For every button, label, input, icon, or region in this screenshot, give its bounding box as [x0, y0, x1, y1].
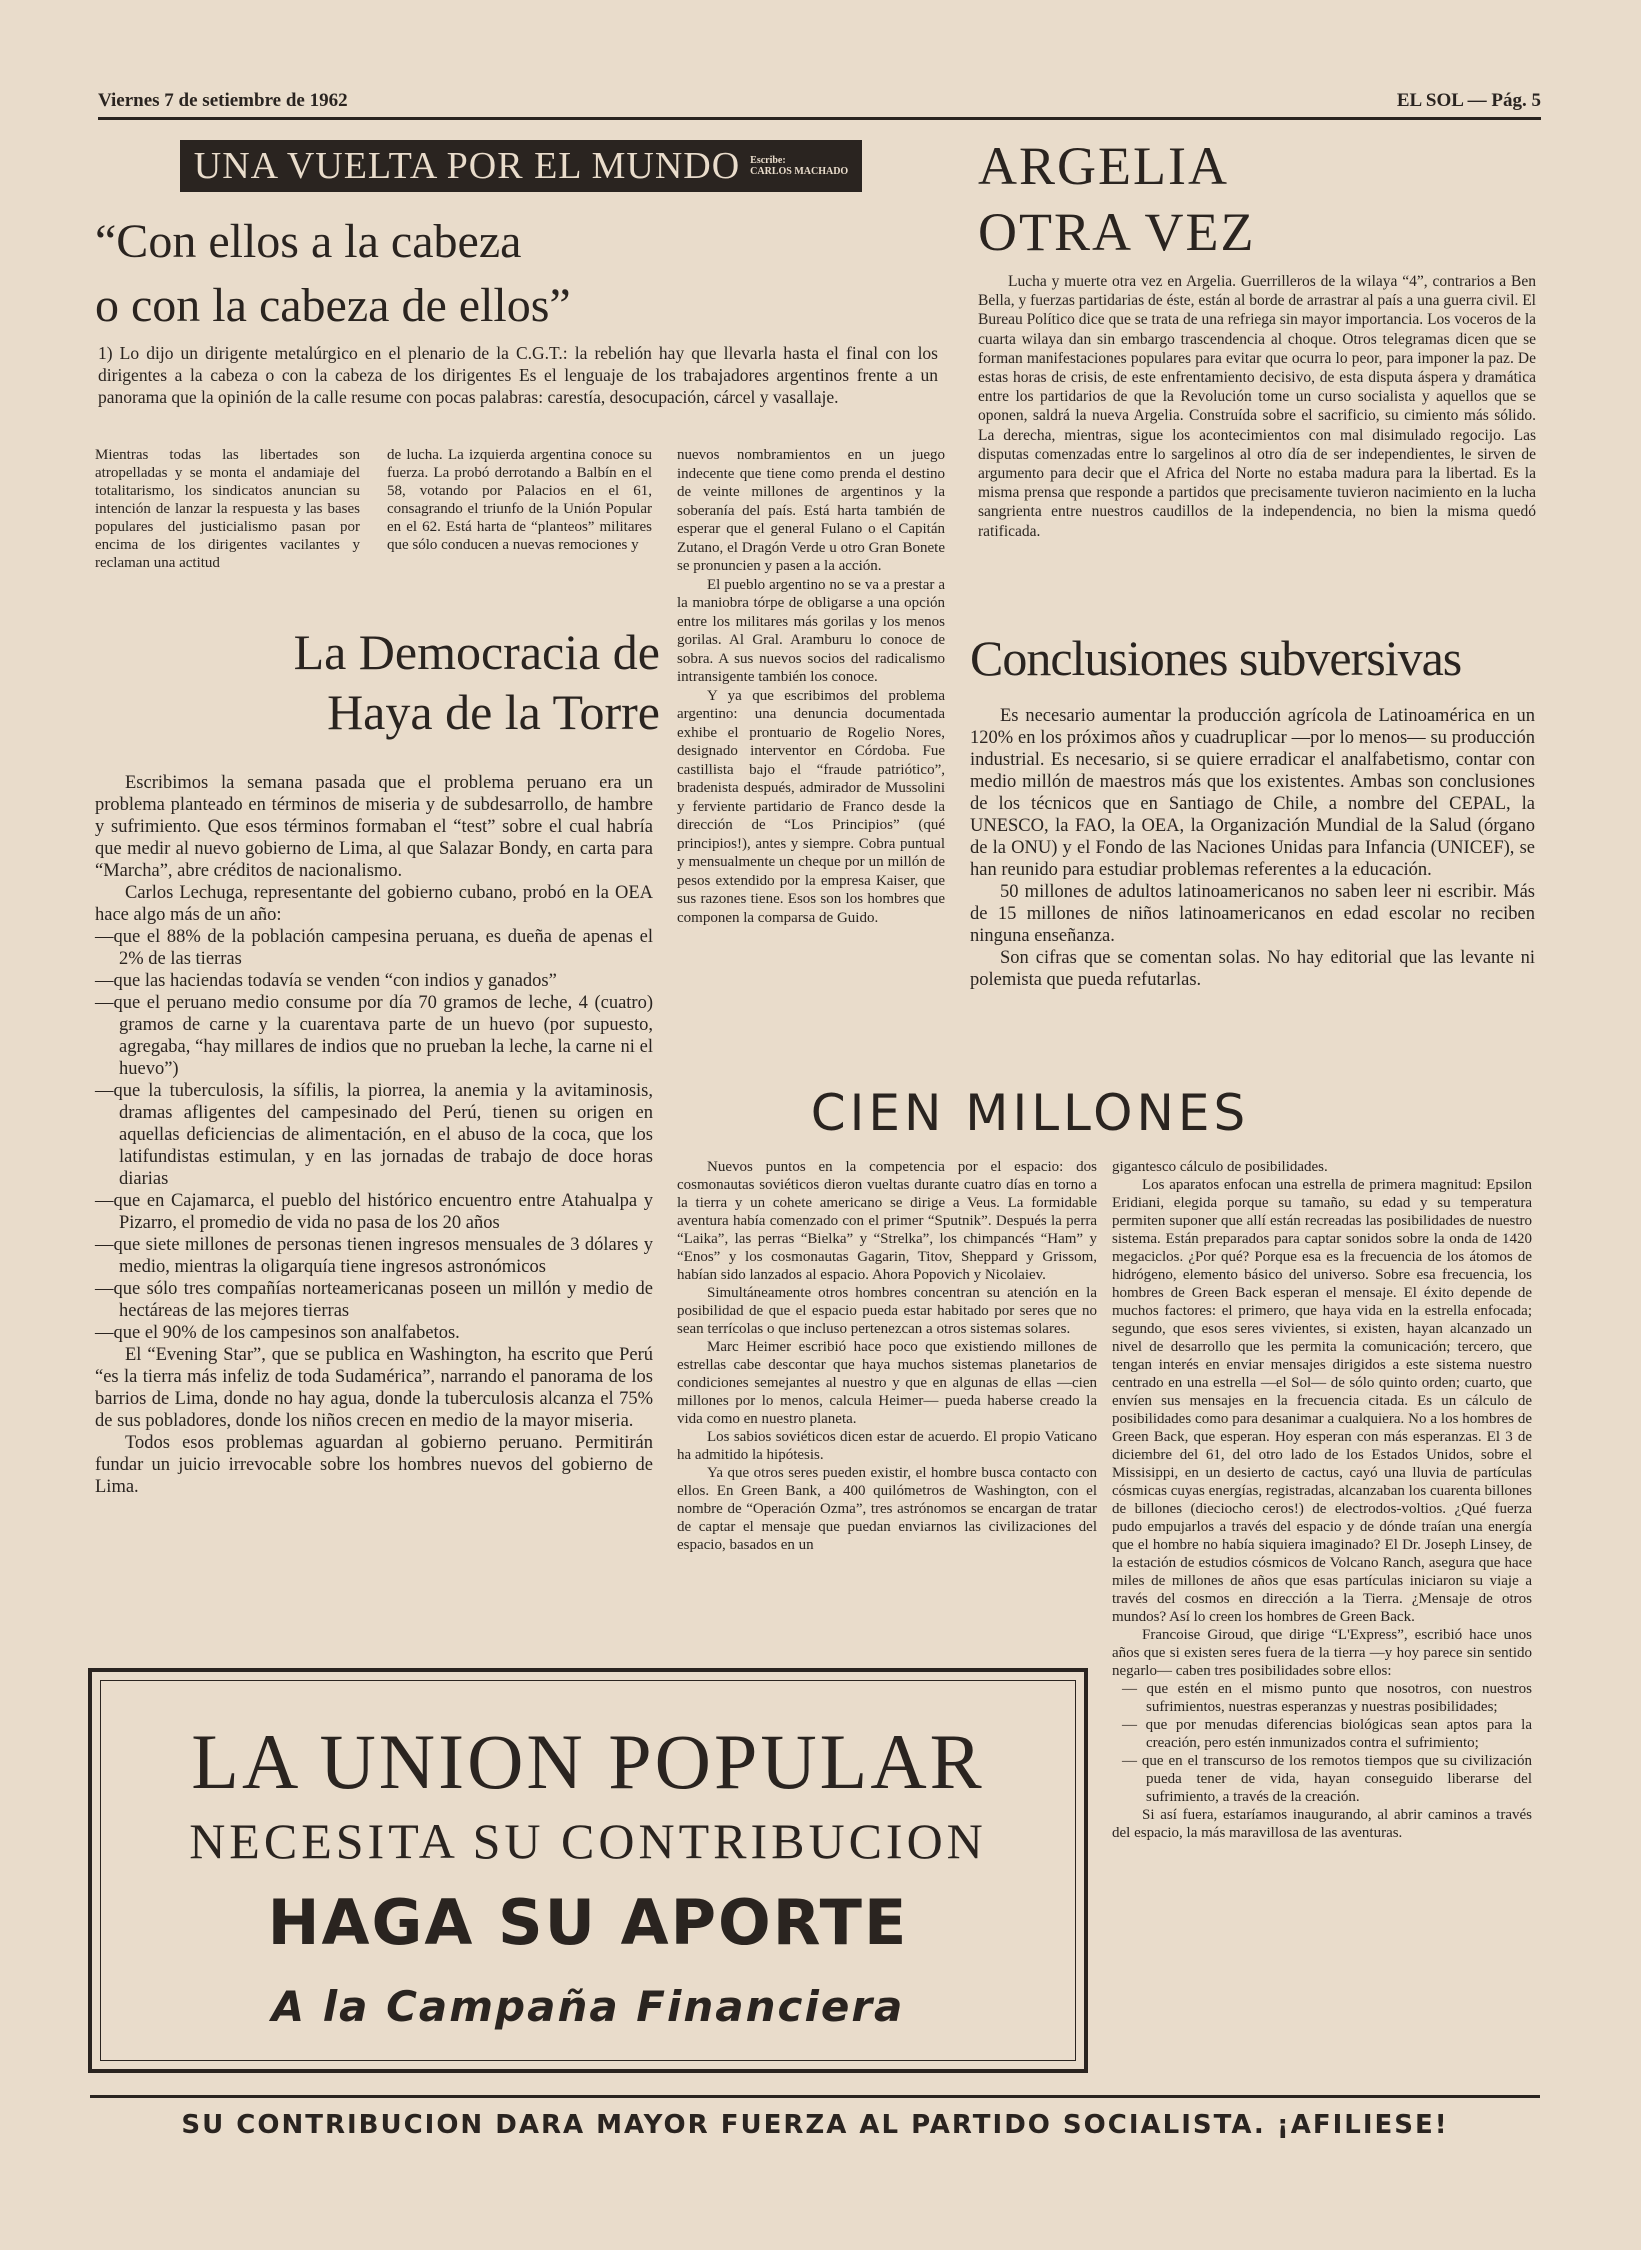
cabeza-headline: “Con ellos a la cabeza o con la cabeza de ellos”	[95, 215, 571, 332]
ad-box	[88, 1668, 1088, 2073]
ad-line-3: HAGA SU APORTE	[267, 1886, 909, 1959]
haya-body: Escribimos la semana pasada que el problema peruano era un problema planteado en términos de miseria y de subdesarrollo, de hambre y sufrimiento. Que esos términos formaban el “test” sobre el cual habría que medir al nuevo gobierno de Lima, al que Salazar Bondy, en carta para “Marcha”, abre créditos de nacionalismo. Carlos Lechuga, representante del gobierno cubano, probó en la OEA hace algo más de un año: —que el 88% de la población campesina peruana, es dueña de apenas el 2% de las tierras —que las haciendas todavía se venden “con indios y ganados” —que el peruano medio consume por día 70 gramos de leche, 4 (cuatro) gramos de carne y la cuarentava parte de un huevo (por supuesto, agregaba, “hay millares de indios que no prueban la leche, la carne ni el huevo”) —que la tuberculosis, la sífilis, la piorrea, la anemia y la avitaminosis, dramas afligentes del campesinado del Perú, tienen su origen en aquellas deficiencias de alimentación, en el abuso de la coca, que los latifundistas estimulan, y en las jornadas de trabajo de doce horas diarias —que en Cajamarca, el pueblo del histórico encuentro entre Atahualpa y Pizarro, el promedio de vida no pasa de los 20 años —que siete millones de personas tienen ingresos mensuales de 3 dólares y medio, mientras la oligarquía tiene ingresos astronómicos —que sólo tres compañías norteamericanas poseen un millón y medio de hectáreas de las mejores tierras —que el 90% de los campesinos son analfabetos. El “Evening Star”, que se publica en Washington, ha escrito que Perú “es la tierra más infeliz de toda Sudamérica”, narrando el panorama de los barrios de Lima, donde no hay agua, donde la tuberculosis alcanza el 75% de sus pobladores, donde los niños crecen en medio de la mayor miseria. Todos esos problemas aguardan al gobierno peruano. Permitirán fundar un juicio irrevocable sobre los hombres nuevos del gobierno de Lima.	[95, 773, 653, 1497]
cabeza-col2: de lucha. La izquierda argentina conoce su fuerza. La probó derrotando a Balbín en el 58, votando por Palacios en el 61, consagrando el triunfo de la Unión Popular en el 62. Está harta de “planteos” militares que sólo conducen a nuevas remociones y	[387, 447, 652, 553]
list-item: —que siete millones de personas tienen ingresos mensuales de 3 dólares y medio, mientras la oligarquía tiene ingresos astronómicos	[95, 1235, 653, 1277]
conclusiones-body: Es necesario aumentar la producción agrícola de Latinoamérica en un 120% en los próximos años y cuadruplicar —por lo menos— su producción industrial. Es necesario, si se quiere erradicar el analfabetismo, contar con medio millón de maestros más que los existentes. Ambas son conclusiones de los técnicos que en Santiago de Chile, a nombre del CEPAL, la UNESCO, la FAO, la OEA, la Organización Mundial de la Salud (órgano de la ONU) y el Fondo de las Naciones Unidas para Infancia (UNICEF), se han reunido para estudiar problemas referentes a la educación. 50 millones de adultos latinoamericanos no saben leer ni escribir. Más de 15 millones de niños latinoamericanos en edad escolar no reciben ninguna enseñanza. Son cifras que se comentan solas. No hay editorial que las levante ni polemista que pueda refutarlas.	[970, 706, 1535, 990]
argelia-body: Lucha y muerte otra vez en Argelia. Guerrilleros de la wilaya “4”, contrarios a Ben Bella, y fuerzas partidarias de éste, están al borde de arrastrar al país a una guerra civil. El Bureau Político dice que se trata de una refriega sin mayor importancia. Los voceros de la cuarta wilaya dan sin embargo trascendencia al choque. Otros telegramas dicen que se forman manifestaciones populares para evitar que ocurra lo peor, para imponer la paz. De estas horas de crisis, de este enfrentamiento decisivo, de esta disputa áspera y dramática entre los partidarios de que la Revolución tome un curso socialista y aquellos que se oponen, saldrá la nueva Argelia. Construída sobre el sacrificio, su cimiento más sólido. La derecha, mientras, sigue los acontecimientos con mal disimulado regocijo. Las disputas comenzadas entre lo sargelinos al otro día de ser independientes, le sirven de argumento para decir que el Africa del Norte no estaba madura para la libertad. Es la misma prensa que responde a partidos que precisamente tuvieron nacimiento en la lucha sangrienta entre nuestros caudillos de la independencia, no bien la misma quedó ratificada.	[978, 273, 1536, 540]
list-item: —que el peruano medio consume por día 70 gramos de leche, 4 (cuatro) gramos de carne y la cuarentava parte de un huevo (por supuesto, agregaba, “hay millares de indios que no prueban la leche, la carne ni el huevo”)	[95, 993, 653, 1079]
cabeza-col3: nuevos nombramientos en un juego indecente que tiene como prenda el destino de veinte millones de argentinos y la soberanía del país. Está harta también de esperar que el general Fulano o el Capitán Zutano, el Dragón Verde u otro Gran Bonete se pronuncien y pasen a la acción. El pueblo argentino no se va a prestar a la maniobra tórpe de obligarse a una opción entre los militares más gorilas y los menos gorilas. Al Gral. Aramburu lo conoce de sobra. A sus nuevos socios del radicalismo intransigente también los conoce. Y ya que escribimos del problema argentino: una denuncia documentada exhibe el prontuario de Rogelio Nores, designado interventor en Córdoba. Fue castillista bajo el “fraude patriótico”, bradenista después, admirador de Mussolini y ferviente partidario de Franco desde la dirección de “Los Principios” (qué principios!), antes y siempre. Cobra puntual y mensualmente un cheque por un millón de pesos extendido por la empresa Kaiser, que sus razones tiene. Esos son los hombres que componen la comparsa de Guido.	[677, 447, 945, 926]
list-item: —que las haciendas todavía se venden “con indios y ganados”	[95, 971, 557, 991]
cien-col2: gigantesco cálculo de posibilidades. Los aparatos enfocan una estrella de primera magnitud: Epsilon Eridiani, elegida porque su tamaño, su edad y su temperatura permiten suponer que allí están recreadas las posibilidades de nuestro sistema. Están preparados para captar sonidos sobre la onda de 1420 megaciclos. ¿Por qué? Porque esa es la frecuencia de los átomos de hidrógeno, elemento básico del universo. Sobre esa frecuencia, los hombres de Green Back esperan el mensaje. El éxito depende de muchos factores: el primero, que haya vida en la estrella enfocada; segundo, que esos seres vivientes, si existen, hayan alcanzado un nivel de desarrollo que les permita la comunicación; tercero, que tengan interés en enviar mensajes dirigidos a este sistema nuestro centrado en una estrella —el Sol— de sólo quinto orden; cuarto, que envíen sus mensajes en la frecuencia citada. Es un cálculo de posibilidades como para desanimar a cualquiera. No a los hombres de Green Back, que esperan. Hoy esperan con más esperanzas. El 3 de diciembre del 61, del otro lado de los Estados Unidos, sobre el Missisippi, en un desierto de cactus, cayó una lluvia de partículas cósmicas cuyas energías, registradas, alcanzaban los cuarenta billones de billones (dieciocho ceros!) de electrodos-voltios. ¿Qué fuerza pudo empujarlos a través del espacio y de dónde traían una energía que el hombre no había siquiera imaginado? El Dr. Joseph Linsey, de la estación de estudios cósmicos de Volcano Ranch, asegura que hace miles de millones de años que esas partículas iniciaron su viaje a través del cosmos en dirección a la Tierra. ¿Mensaje de otros mundos? Así lo creen los hombres de Green Back. Francoise Giroud, que dirige “L'Express”, escribió hace unos años que si existen seres fuera de la tierra —y hoy parece sin sentido negarlo— caben tres posibilidades sobre ellos: — que estén en el mismo punto que nosotros, con nuestros sufrimientos, nuestras esperanzas y nuestras posibilidades; — que por menudas diferencias biológicas sean aptos para la creación, pero estén inmunizados contra el sufrimiento; — que en el transcurso de los remotos tiempos que su civilización pueda tener de vida, hayan conseguido liberarse del sufrimiento, a través de la creación. Si así fuera, estaríamos inaugurando, al abrir caminos a través del espacio, la más maravillosa de las aventuras.	[1112, 1159, 1532, 1841]
argelia-headline: ARGELIA OTRA VEZ	[978, 136, 1256, 262]
list-item: —que la tuberculosis, la sífilis, la piorrea, la anemia y la avitaminosis, dramas afligentes del campesinado del Perú, tienen su origen en aquellas deficiencias de alimentación, en el abuso de la coca, que los latifundistas estimulan, y en las jornadas de trabajo de doce horas diarias	[95, 1081, 653, 1189]
column-banner-title: UNA VUELTA POR EL MUNDO	[193, 145, 741, 187]
list-item: — que estén en el mismo punto que nosotros, con nuestros sufrimientos, nuestras esperanzas y nuestras posibilidades;	[1122, 1681, 1532, 1715]
haya-headline: La Democracia de Haya de la Torre	[293, 624, 660, 740]
cien-col1: Nuevos puntos en la competencia por el espacio: dos cosmonautas soviéticos dieron vueltas durante cuatro días en torno a la tierra y un cohete americano se dirige a Veus. La formidable aventura había comenzado con el primer “Sputnik”. Después la perra “Laika”, las perras “Bielka” y “Strelka”, los chimpancés “Ham” y “Enos” y los cosmonautas Gagarin, Titov, Sheppard y Grissom, habían sido lanzados al espacio. Ahora Popovich y Nicolaiev. Simultáneamente otros hombres concentran su atención en la posibilidad de que el espacio pueda estar habitado por seres que no sean terrícolas o que incluso pertenezcan a otros sistemas solares. Marc Heimer escribió hace poco que existiendo millones de estrellas cabe descontar que haya muchos sistemas planetarios de condiciones semejantes al nuestro y que en algunas de ellas —cien millones por lo menos, calcula Heimer— pueda haberse creado la vida como en nuestro planeta. Los sabios soviéticos dicen estar de acuerdo. El propio Vaticano ha admitido la hipótesis. Ya que otros seres pueden existir, el hombre busca contacto con ellos. En Green Bank, a 400 quilómetros de Washington, con el nombre de “Operación Ozma”, tres astrónomos se encargan de tratar de captar el mensaje que puedan enviarnos las civilizaciones del espacio, basados en un	[677, 1159, 1097, 1553]
list-item: — que en el transcurso de los remotos tiempos que su civilización pueda tener de vida, hayan conseguido liberarse del sufrimiento, a través de la creación.	[1122, 1753, 1532, 1805]
conclusiones-headline: Conclusiones subversivas	[970, 630, 1462, 686]
list-item: —que el 88% de la población campesina peruana, es dueña de apenas el 2% de las tierras	[95, 927, 653, 969]
ad-line-1: LA UNION POPULAR	[191, 1718, 985, 1805]
list-item: —que en Cajamarca, el pueblo del histórico encuentro entre Atahualpa y Pizarro, el promedio de vida no pasa de los 20 años	[95, 1191, 653, 1233]
issue-date: Viernes 7 de setiembre de 1962	[98, 90, 348, 111]
masthead: EL SOL — Pág. 5	[1396, 90, 1541, 111]
list-item: — que por menudas diferencias biológicas sean aptos para la creación, pero estén inmunizados contra el sufrimiento;	[1122, 1717, 1532, 1751]
header-rule	[98, 117, 1541, 120]
cabeza-col1: Mientras todas las libertades son atropelladas y se monta el andamiaje del totalitarismo, los sindicatos anuncian su intención de lanzar la respuesta y las bases populares del justicialismo pasan por encima de los dirigentes vacilantes y reclaman una actitud	[95, 447, 360, 571]
footer-rule	[90, 2095, 1540, 2098]
ad-line-2: NECESITA SU CONTRIBUCION	[189, 1813, 987, 1869]
cien-headline: CIEN MILLONES	[810, 1084, 1250, 1142]
column-banner	[180, 140, 862, 192]
footer-slogan: SU CONTRIBUCION DARA MAYOR FUERZA AL PARTIDO SOCIALISTA. ¡AFILIESE!	[181, 2110, 1449, 2140]
column-byline: Escribe: CARLOS MACHADO	[750, 155, 849, 177]
cabeza-lead: 1) Lo dijo un dirigente metalúrgico en el plenario de la C.G.T.: la rebelión hay que llevarla hasta el final con los dirigentes a la cabeza o con la cabeza de los dirigentes Es el lenguaje de los trabajadores argentinos frente a un panorama que la opinión de la calle resume con pocas palabras: carestía, desocupación, cárcel y vasallaje.	[98, 343, 938, 407]
list-item: —que el 90% de los campesinos son analfabetos.	[95, 1323, 460, 1343]
ad-line-4: A la Campaña Financiera	[271, 1982, 905, 2031]
list-item: —que sólo tres compañías norteamericanas poseen un millón y medio de hectáreas de las mejores tierras	[95, 1279, 653, 1321]
